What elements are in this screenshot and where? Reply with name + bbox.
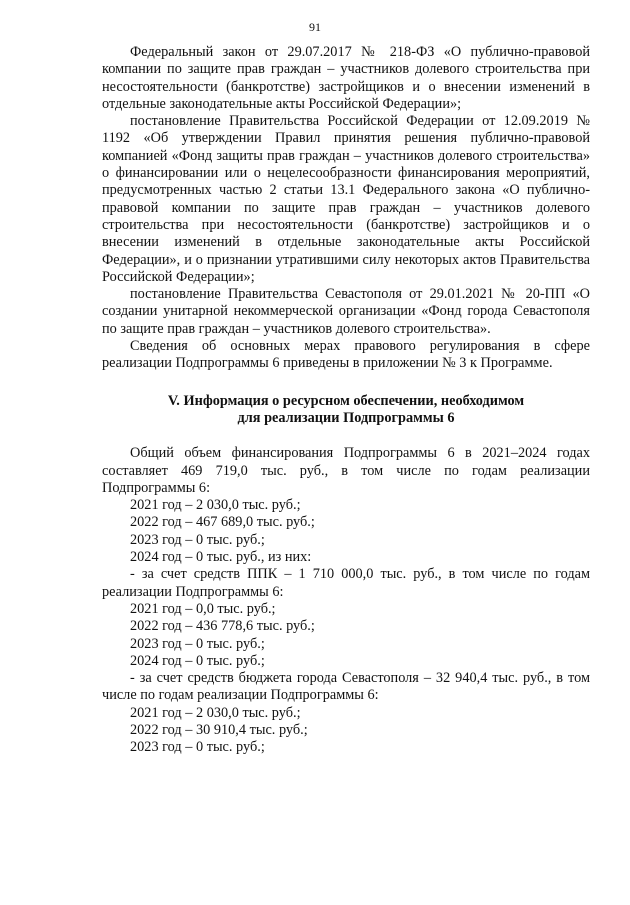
list-item-total-2022: 2022 год – 467 689,0 тыс. руб.;: [130, 514, 315, 531]
list-item-budget-2023: 2023 год – 0 тыс. руб.;: [130, 739, 265, 756]
document-body: [102, 44, 590, 757]
paragraph-funding-total: Общий объем финансирования Подпрограммы 6 в 2021–2024 годах составляет 469 719,0 тыс. руб., в том числе по годам реализации Подпрограммы 6:: [102, 445, 590, 496]
section-heading-line-2: для реализации Подпрограммы 6: [237, 409, 455, 426]
paragraph-federal-law: Федеральный закон от 29.07.2017 № 218-ФЗ «О публично-правовой компании по защите прав граждан – участников долевого строительства при несостоятельности (банкротстве) застройщиков и о внесении изменений в отдельные законодательные акты Российской Федерации»;: [102, 44, 590, 112]
paragraph-sevastopol-resolution-20pp: постановление Правительства Севастополя от 29.01.2021 № 20-ПП «О создании унитарной некоммерческой организации «Фонд города Севастополя по защите прав граждан – участников долевого строительства».: [102, 286, 590, 337]
list-item-ppk-2021: 2021 год – 0,0 тыс. руб.;: [130, 600, 276, 617]
paragraph-legal-regulation-info: Сведения об основных мерах правового регулирования в сфере реализации Подпрограммы 6 приведены в приложении № 3 к Программе.: [102, 338, 590, 372]
list-item-total-2023: 2023 год – 0 тыс. руб.;: [130, 531, 265, 548]
list-item-budget-2022: 2022 год – 30 910,4 тыс. руб.;: [130, 721, 308, 738]
paragraph-government-resolution-1192: постановление Правительства Российской Федерации от 12.09.2019 № 1192 «Об утверждении Правил принятия решения публично-правовой компанией «Фонд защиты прав граждан – участников долевого строительства» о финансировании или о нецелесообразности финансирования мероприятий, предусмотренных частью 2 статьи 13.1 Федерального закона «О публично-правовой компании по защите прав граждан – участников долевого строительства при несостоятельности (банкротстве) застройщиков и о внесении изменений в отдельные законодательные акты Российской Федерации», и о признании утратившими силу некоторых актов Правительства Российской Федерации»;: [102, 113, 590, 285]
list-item-budget-2021: 2021 год – 2 030,0 тыс. руб.;: [130, 704, 301, 721]
paragraph-funding-ppk: - за счет средств ППК – 1 710 000,0 тыс. руб., в том числе по годам реализации Подпрограммы 6:: [102, 566, 590, 600]
list-item-total-2021: 2021 год – 2 030,0 тыс. руб.;: [130, 497, 301, 514]
list-item-total-2024: 2024 год – 0 тыс. руб., из них:: [130, 549, 312, 566]
section-heading: [102, 393, 590, 428]
list-item-ppk-2023: 2023 год – 0 тыс. руб.;: [130, 635, 265, 652]
list-item-ppk-2024: 2024 год – 0 тыс. руб.;: [130, 652, 265, 669]
list-item-ppk-2022: 2022 год – 436 778,6 тыс. руб.;: [130, 618, 315, 635]
paragraph-funding-city-budget: - за счет средств бюджета города Севастополя – 32 940,4 тыс. руб., в том числе по годам реализации Подпрограммы 6:: [102, 670, 590, 704]
section-heading-line-1: V. Информация о ресурсном обеспечении, необходимом: [167, 392, 525, 409]
page-number: 91: [309, 20, 321, 34]
